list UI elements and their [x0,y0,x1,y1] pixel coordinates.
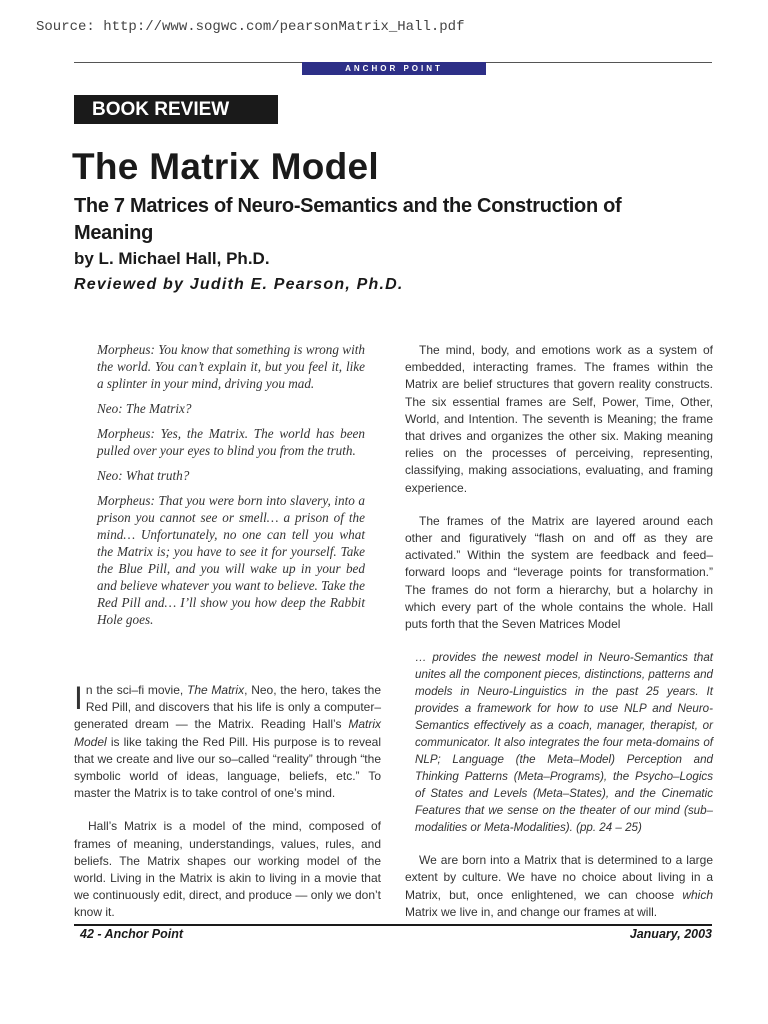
article-title: The Matrix Model [72,146,379,187]
film-title: The Matrix [186,683,245,697]
epigraph [97,341,365,636]
anchor-point-banner: ANCHOR POINT [302,62,486,75]
book-title: Matrix Model [74,717,381,749]
footer-page-label: 42 - Anchor Point [80,927,184,941]
closing-text-1: We are born into a Matrix that is determined to a large extent by culture. We have no choice about living in a Matrix, but, once enlightened, we can choose [405,853,713,902]
footer-rule [74,924,712,926]
footer-date: January, 2003 [629,927,712,941]
block-quote: … provides the newest model in Neuro-Semantics that unites all the component pieces, distinctions, patterns and models in Neuro-Linguistics in the past 25 years. It provides a framework for how to use NLP and Neuro-Semantics effectively as a coach, manager, therapist, or communicator. It also integrates the four meta-domains of NLP; Language (the Meta–Model) Perception and Thinking Patterns (Meta–Programs), the Psycho–Logics of States and Levels (Meta–States), and the Cinematic Features that we sense on the theater of our mind (sub–modalities or Meta-Modalities). (pp. 24 – 25) [415,651,713,835]
reviewer: Reviewed by Judith E. Pearson, Ph.D. [74,276,404,293]
epigraph-line: Morpheus: You know that something is wrong with the world. You can’t explain it, but you feel it, like a splinter in your mind, driving you mad. [97,342,365,391]
epigraph-line: Neo: What truth? [97,468,190,483]
closing-text-2: Matrix we live in, and change our frames at will. [405,904,658,919]
body-paragraph: The mind, body, and emotions work as a system of embedded, interacting frames. The frames within the Matrix are belief structures that govern reality constructs. The six essential frames are Self, Power, Time, Other, World, and Intention. The seventh is Meaning; the frame that drives and organizes the other six. Making meaning relies on the processes of perceiving, representing, classifying, making associations, evaluating, and framing experience. [405,343,713,495]
book-author: by L. Michael Hall, Ph.D. [74,249,270,268]
intro-text-3: is like taking the Red Pill. His purpose is to reveal that we create and live our so–called “reality” through “the symbolic world of ideas, language, beliefs, etc.” To master the Matrix is to take control of one’s mind. [74,734,381,801]
right-column [405,342,713,937]
epigraph-line: Neo: The Matrix? [97,401,192,416]
left-column [74,682,381,938]
article-subtitle: The 7 Matrices of Neuro-Semantics and the Construction of Meaning [74,195,622,244]
emphasis-word: which [682,887,713,902]
closing-paragraph [405,852,713,921]
intro-paragraph [74,682,381,802]
intro-text-1: n the sci–fi movie, [85,683,187,697]
section-tag: BOOK REVIEW [74,95,278,124]
epigraph-line: Morpheus: Yes, the Matrix. The world has been pulled over your eyes to blind you from the truth. [97,426,365,458]
drop-cap: I [74,680,83,716]
epigraph-line: Morpheus: That you were born into slavery, into a prison you cannot see or smell… a prison of the mind… Unfortunately, no one can tell you what the Matrix is; you have to see it for yourself. Take the Blue Pill, and you will wake up in your bed and believe whatever you want to believe. Take the Red Pill and… I’ll show you how deep the Rabbit Hole goes. [97,493,365,627]
intro-text-2: , Neo, the hero, takes the Red Pill, and discovers that his life is only a computer–generated dream — the Matrix. Reading Hall’s [74,683,381,732]
source-url: Source: http://www.sogwc.com/pearsonMatrix_Hall.pdf [36,19,465,35]
body-paragraph: Hall’s Matrix is a model of the mind, composed of frames of meaning, understandings, values, rules, and beliefs. The Matrix shapes our working model of the world. Living in the Matrix is akin to living in a movie that we continuously edit, direct, and produce — only we don’t know it. [74,819,381,920]
body-paragraph: The frames of the Matrix are layered around each other and figuratively “flash on and off as they are activated.” Within the system are feedback and feed–forward loops and “leverage points for transformation.” The frames do not form a hierarchy, but a holarchy in which every part of the whole contains the whole. Hall puts forth that the Seven Matrices Model [405,513,713,632]
